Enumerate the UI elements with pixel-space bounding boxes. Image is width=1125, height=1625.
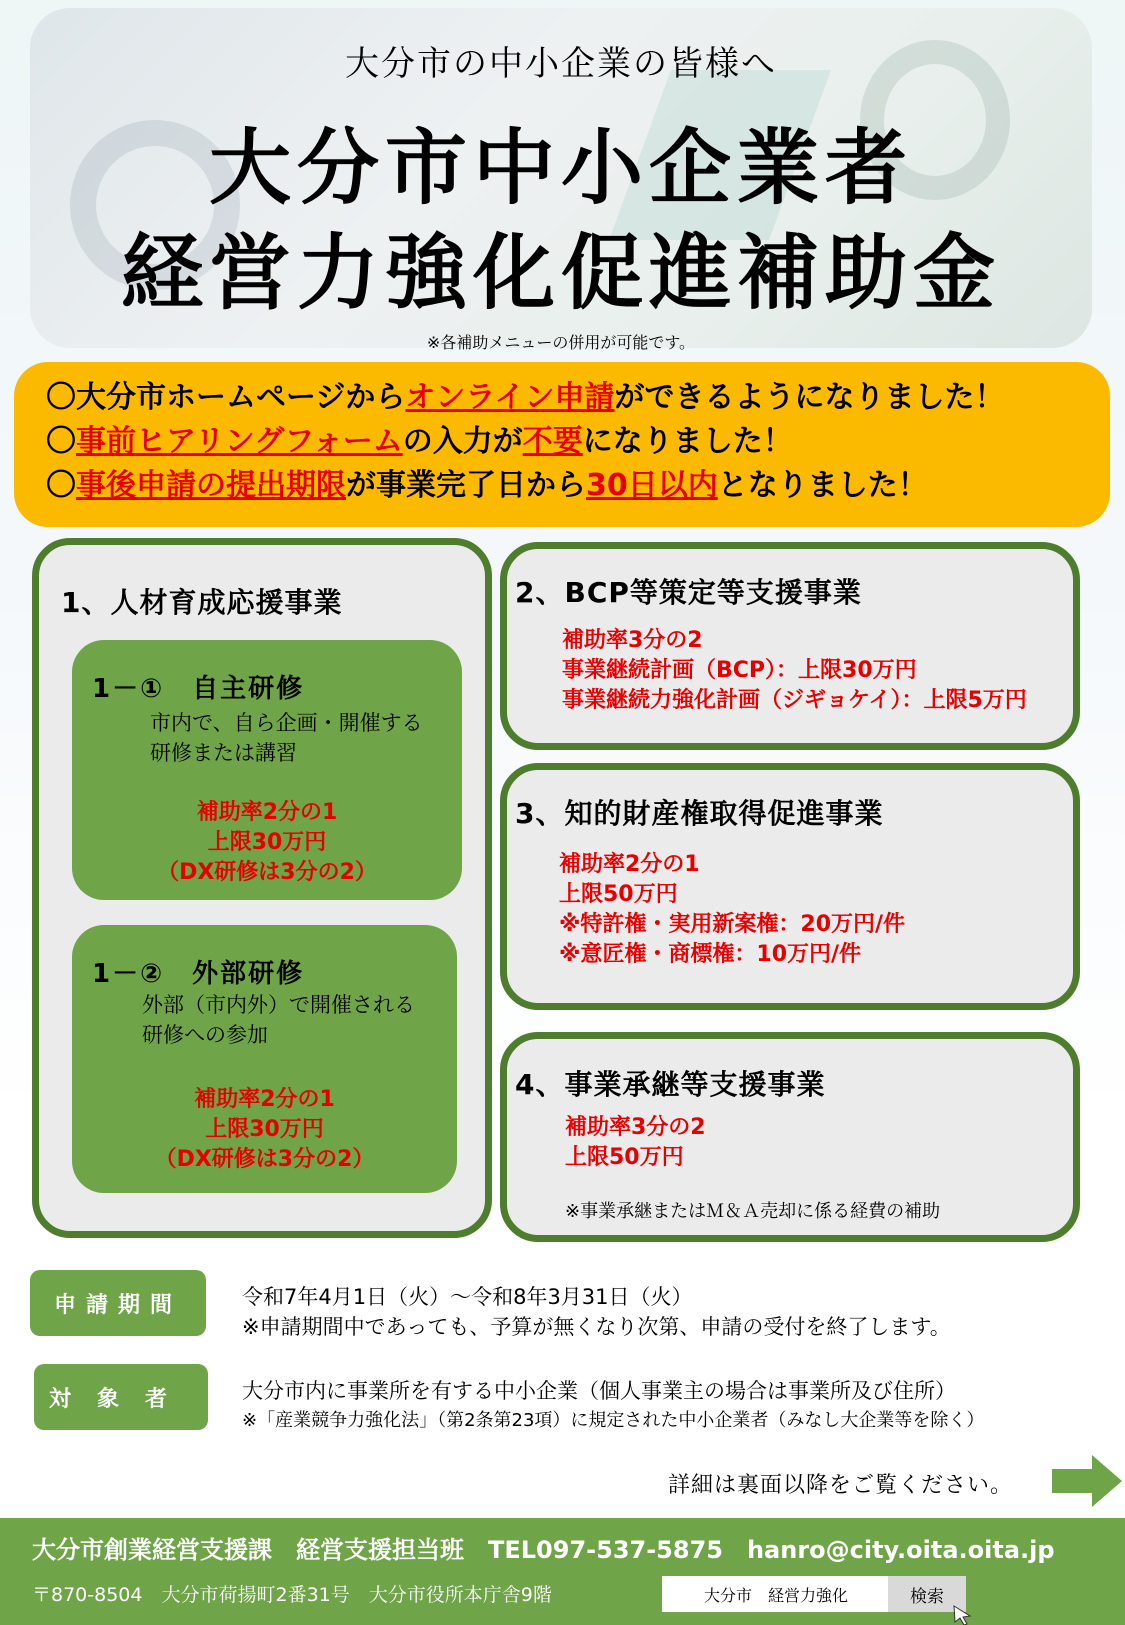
footer <box>0 1518 1125 1625</box>
program-1-1-box <box>72 640 462 900</box>
period-dates: 令和7年4月1日（火）～令和8年3月31日（火） <box>242 1285 693 1309</box>
program-2-item: 事業継続力強化計画（ジギョケイ）：上限5万円 <box>562 688 1027 713</box>
subtitle: 大分市の中小企業の皆様へ <box>345 44 777 84</box>
banner-line-2 <box>46 420 1110 464</box>
contact-line: 大分市創業経営支援課 経営支援担当班 TEL097-537-5875 hanro@city.oita.oita.jp <box>32 1536 1055 1564</box>
program-3-title: 3、知的財産権取得促進事業 <box>515 797 884 830</box>
search-box[interactable]: 大分市 経営力強化 <box>662 1576 888 1612</box>
program-3-panel <box>500 763 1080 1010</box>
banner-highlight: 不要 <box>522 424 583 459</box>
program-1-2-rate: 補助率2分の1 <box>194 1087 335 1112</box>
banner-highlight: 30日以内 <box>586 468 718 503</box>
program-2-rate: 補助率3分の2 <box>562 628 703 653</box>
banner-text: となりました！ <box>717 468 928 503</box>
program-4-title: 4、事業承継等支援事業 <box>515 1068 826 1101</box>
program-1-2-desc: 外部（市内外）で開催される <box>142 993 415 1017</box>
banner-text: 〇大分市ホームページから <box>46 380 406 415</box>
program-1-2-desc: 研修への参加 <box>142 1023 268 1047</box>
banner-highlight: 事前ヒアリングフォーム <box>76 424 403 459</box>
program-4-panel <box>500 1032 1080 1242</box>
program-3-rate: 補助率2分の1 <box>559 852 700 877</box>
program-1-2-title: 1－② 外部研修 <box>92 959 305 989</box>
banner-line-3 <box>46 464 1110 508</box>
program-1-1-dx: （DX研修は3分の2） <box>157 860 377 885</box>
banner-highlight: オンライン申請 <box>405 380 615 415</box>
banner-text: になりました！ <box>582 424 793 459</box>
banner-text: ができるようになりました！ <box>614 380 1005 415</box>
cursor-icon <box>952 1604 974 1625</box>
combination-note: ※各補助メニューの併用が可能です。 <box>426 333 696 352</box>
target-text: 大分市内に事業所を有する中小企業（個人事業主の場合は事業所及び住所） <box>242 1379 956 1403</box>
banner-line-1 <box>46 376 1110 420</box>
banner-text: 〇 <box>46 424 76 459</box>
banner-text: の入力が <box>402 424 523 459</box>
program-1-2-cap: 上限30万円 <box>205 1117 324 1142</box>
program-1-1-title: 1－① 自主研修 <box>92 674 305 704</box>
search-button[interactable]: 検索 <box>888 1576 966 1612</box>
program-3-cap: 上限50万円 <box>559 882 678 907</box>
banner-highlight: 事後申請の提出期限 <box>76 468 346 503</box>
program-2-panel <box>500 542 1080 750</box>
program-1-title: 1、人材育成応援事業 <box>61 586 343 619</box>
program-1-2-dx: （DX研修は3分の2） <box>154 1147 375 1172</box>
program-1-1-cap: 上限30万円 <box>207 830 327 855</box>
address-line: 〒870-8504 大分市荷揚町2番31号 大分市役所本庁舎9階 <box>32 1584 552 1606</box>
program-1-2-box <box>72 925 457 1193</box>
page-title-line1: 大分市中小企業者 <box>208 121 913 216</box>
program-3-item: ※特許権・実用新案権：20万円/件 <box>559 912 906 937</box>
banner-text: 〇 <box>46 468 76 503</box>
target-label: 対象者 <box>34 1364 208 1430</box>
more-info-text: 詳細は裏面以降をご覧ください。 <box>668 1473 1014 1498</box>
program-3-item: ※意匠権・商標権：10万円/件 <box>559 942 862 967</box>
banner-text: が事業完了日から <box>346 468 586 503</box>
program-2-item: 事業継続計画（BCP）：上限30万円 <box>562 658 917 683</box>
program-2-title: 2、BCP等策定等支援事業 <box>515 576 862 609</box>
arrow-right-icon <box>1052 1455 1122 1507</box>
period-label: 申請期間 <box>30 1270 206 1336</box>
target-note: ※「産業競争力強化法」（第2条第23項）に規定された中小企業者（みなし大企業等を除く） <box>242 1410 985 1431</box>
program-1-1-desc: 市内で、自ら企画・開催する <box>150 711 423 735</box>
program-1-1-desc: 研修または講習 <box>150 741 297 765</box>
program-4-cap: 上限50万円 <box>565 1145 684 1170</box>
period-note: ※申請期間中であっても、予算が無くなり次第、申請の受付を終了します。 <box>242 1315 951 1339</box>
page-title-line2: 経営力強化促進補助金 <box>120 226 1001 321</box>
announcement-banner <box>14 362 1110 527</box>
program-4-note: ※事業承継またはＭ＆Ａ売却に係る経費の補助 <box>565 1201 941 1222</box>
hero-text <box>30 8 1092 352</box>
program-1-1-rate: 補助率2分の1 <box>196 800 338 825</box>
program-4-rate: 補助率3分の2 <box>565 1115 706 1140</box>
